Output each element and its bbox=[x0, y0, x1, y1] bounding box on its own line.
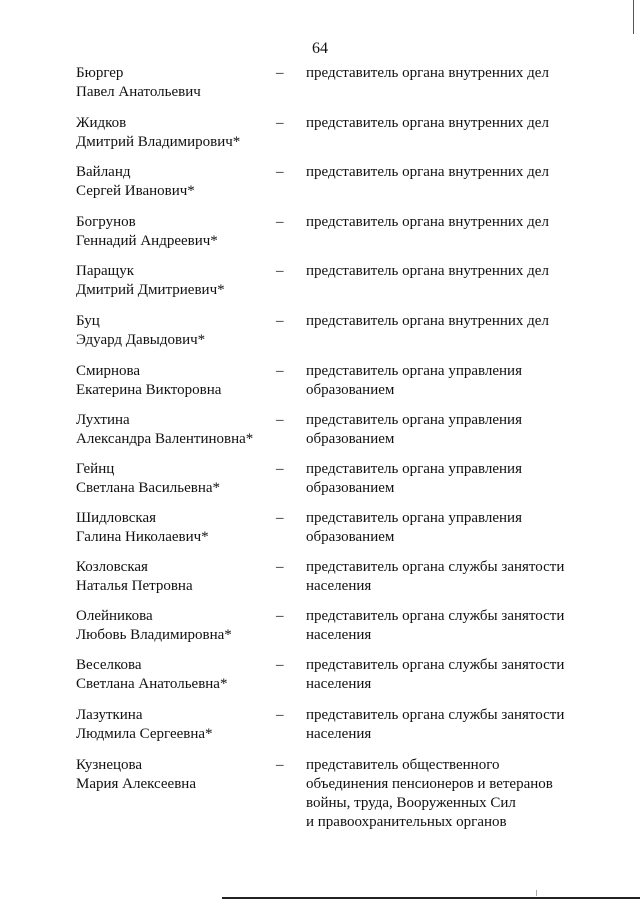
scan-bottom-mark bbox=[536, 890, 537, 896]
member-role-line: представитель органа управления bbox=[306, 461, 522, 477]
member-surname: Лухтина bbox=[76, 412, 130, 428]
member-role-line: представитель органа службы занятости bbox=[306, 707, 565, 723]
member-role bbox=[306, 607, 606, 645]
member-name bbox=[76, 362, 266, 400]
member-surname: Гейнц bbox=[76, 461, 115, 477]
member-name bbox=[76, 460, 266, 498]
member-role-line: представитель органа внутренних дел bbox=[306, 115, 549, 131]
member-role-line: представитель органа внутренних дел bbox=[306, 164, 549, 180]
member-given-names: Дмитрий Дмитриевич* bbox=[76, 282, 225, 298]
member-role bbox=[306, 509, 606, 547]
entry-dash: – bbox=[276, 461, 284, 477]
entry-dash: – bbox=[276, 164, 284, 180]
member-role bbox=[306, 756, 606, 832]
member-given-names: Светлана Анатольевна* bbox=[76, 676, 228, 692]
entry-dash: – bbox=[276, 263, 284, 279]
entry-dash: – bbox=[276, 412, 284, 428]
entry-dash: – bbox=[276, 707, 284, 723]
member-name bbox=[76, 64, 266, 102]
entry-dash: – bbox=[276, 363, 284, 379]
member-name bbox=[76, 262, 266, 300]
member-given-names: Светлана Васильевна* bbox=[76, 480, 221, 496]
member-surname: Шидловская bbox=[76, 510, 157, 526]
member-given-names: Геннадий Андреевич* bbox=[76, 233, 218, 249]
member-name bbox=[76, 558, 266, 596]
member-given-names: Екатерина Викторовна bbox=[76, 382, 222, 398]
member-role bbox=[306, 213, 606, 232]
member-given-names: Дмитрий Владимирович* bbox=[76, 134, 241, 150]
entry-dash: – bbox=[276, 510, 284, 526]
entry-dash: – bbox=[276, 115, 284, 131]
member-given-names: Людмила Сергеевна* bbox=[76, 726, 213, 742]
member-role-line: представитель органа внутренних дел bbox=[306, 214, 549, 230]
entry-dash: – bbox=[276, 65, 284, 81]
entry-dash: – bbox=[276, 757, 284, 773]
member-role-line: образованием bbox=[306, 382, 395, 398]
entry-dash: – bbox=[276, 313, 284, 329]
member-name bbox=[76, 163, 266, 201]
member-role bbox=[306, 312, 606, 331]
member-surname: Козловская bbox=[76, 559, 148, 575]
member-role bbox=[306, 656, 606, 694]
member-surname: Лазуткина bbox=[76, 707, 143, 723]
member-role-line: образованием bbox=[306, 529, 395, 545]
member-role-line: населения bbox=[306, 627, 372, 643]
member-role-line: населения bbox=[306, 676, 372, 692]
member-role bbox=[306, 460, 606, 498]
member-given-names: Галина Николаевич* bbox=[76, 529, 209, 545]
member-role bbox=[306, 411, 606, 449]
member-given-names: Сергей Иванович* bbox=[76, 183, 195, 199]
member-role-line: представитель органа службы занятости bbox=[306, 559, 565, 575]
member-role-line: представитель органа службы занятости bbox=[306, 657, 565, 673]
member-role-line: объединения пенсионеров и ветеранов bbox=[306, 776, 553, 792]
member-role-line: представитель органа внутренних дел bbox=[306, 65, 549, 81]
member-given-names: Павел Анатольевич bbox=[76, 84, 201, 100]
member-given-names: Мария Алексеевна bbox=[76, 776, 196, 792]
member-role-line: представитель органа внутренних дел bbox=[306, 313, 549, 329]
member-role-line: населения bbox=[306, 578, 372, 594]
entry-dash: – bbox=[276, 559, 284, 575]
member-role-line: представитель органа внутренних дел bbox=[306, 263, 549, 279]
member-name bbox=[76, 656, 266, 694]
member-surname: Жидков bbox=[76, 115, 127, 131]
member-surname: Олейникова bbox=[76, 608, 153, 624]
member-role-line: и правоохранительных органов bbox=[306, 814, 507, 830]
scan-bottom-line bbox=[222, 897, 640, 899]
member-name bbox=[76, 756, 266, 794]
member-name bbox=[76, 706, 266, 744]
member-name bbox=[76, 607, 266, 645]
member-role-line: представитель органа управления bbox=[306, 510, 522, 526]
page-number: 64 bbox=[312, 40, 328, 57]
member-name bbox=[76, 411, 266, 449]
member-given-names: Любовь Владимировна* bbox=[76, 627, 232, 643]
member-surname: Богрунов bbox=[76, 214, 136, 230]
member-role-line: представитель органа управления bbox=[306, 363, 522, 379]
member-name bbox=[76, 213, 266, 251]
member-surname: Вайланд bbox=[76, 164, 131, 180]
member-surname: Кузнецова bbox=[76, 757, 143, 773]
member-name bbox=[76, 114, 266, 152]
entry-dash: – bbox=[276, 214, 284, 230]
member-role-line: образованием bbox=[306, 480, 395, 496]
entry-dash: – bbox=[276, 657, 284, 673]
member-surname: Бюргер bbox=[76, 65, 124, 81]
member-role bbox=[306, 114, 606, 133]
member-given-names: Эдуард Давыдович* bbox=[76, 332, 206, 348]
member-name bbox=[76, 509, 266, 547]
member-given-names: Александра Валентиновна* bbox=[76, 431, 254, 447]
member-role bbox=[306, 706, 606, 744]
member-surname: Буц bbox=[76, 313, 100, 329]
entry-dash: – bbox=[276, 608, 284, 624]
member-role-line: войны, труда, Вооруженных Сил bbox=[306, 795, 516, 811]
member-role-line: представитель общественного bbox=[306, 757, 500, 773]
member-given-names: Наталья Петровна bbox=[76, 578, 193, 594]
member-role bbox=[306, 262, 606, 281]
member-surname: Смирнова bbox=[76, 363, 141, 379]
member-role bbox=[306, 64, 606, 83]
member-role bbox=[306, 362, 606, 400]
member-role bbox=[306, 163, 606, 182]
member-role-line: образованием bbox=[306, 431, 395, 447]
member-name bbox=[76, 312, 266, 350]
member-surname: Веселкова bbox=[76, 657, 142, 673]
member-role-line: представитель органа управления bbox=[306, 412, 522, 428]
member-role-line: представитель органа службы занятости bbox=[306, 608, 565, 624]
member-role bbox=[306, 558, 606, 596]
member-role-line: населения bbox=[306, 726, 372, 742]
scan-edge-mark bbox=[633, 0, 634, 34]
member-surname: Паращук bbox=[76, 263, 134, 279]
